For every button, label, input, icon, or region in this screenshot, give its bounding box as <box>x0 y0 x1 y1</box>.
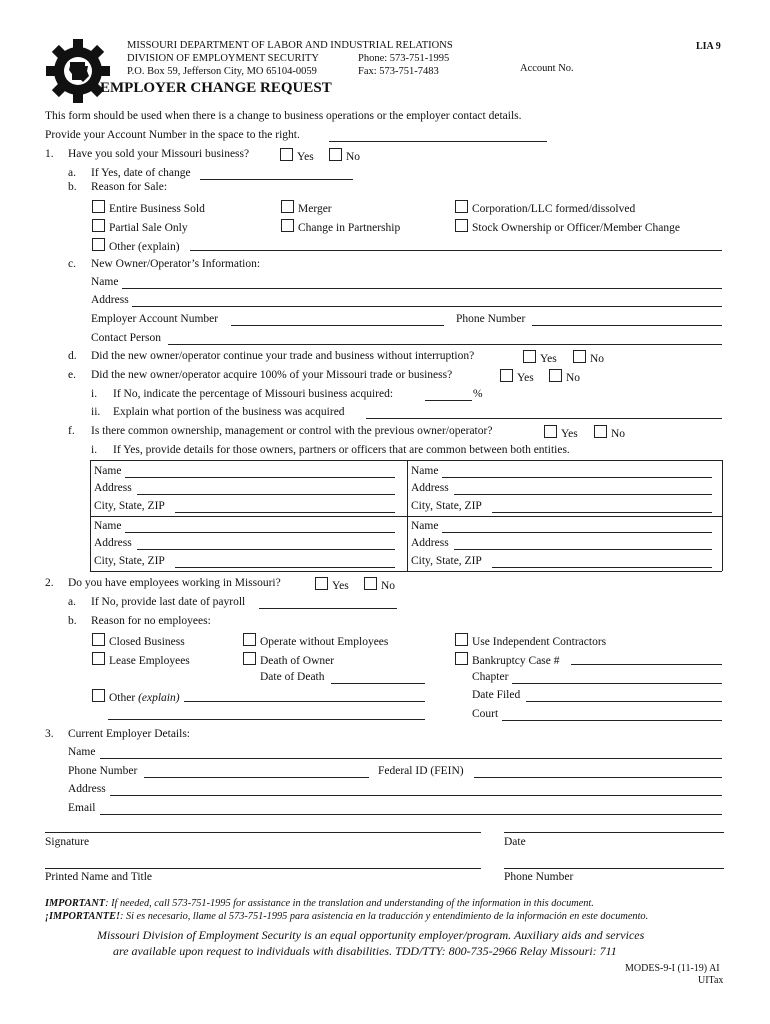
printed-name-label: Printed Name and Title <box>45 871 153 883</box>
q1-question: Have you sold your Missouri business? <box>68 148 250 160</box>
signature-label: Signature <box>45 836 90 848</box>
q2-number: 2. <box>45 577 54 589</box>
checkbox[interactable] <box>281 200 294 213</box>
q1e-yes-option[interactable]: Yes <box>500 369 534 384</box>
q1a-label: If Yes, date of change <box>91 167 191 179</box>
current-email-label: Email <box>68 802 96 814</box>
q2-yes-option[interactable]: Yes <box>315 577 349 592</box>
q1d-yes-option[interactable]: Yes <box>523 350 557 365</box>
q1e-no-option[interactable]: No <box>549 369 580 384</box>
employer-account-label: Employer Account Number <box>91 313 219 325</box>
date-of-change-input[interactable] <box>200 179 353 180</box>
new-owner-address-label: Address <box>91 294 129 306</box>
owner2-city-label: City, State, ZIP <box>411 500 482 512</box>
form-dept-code: UITax <box>698 975 724 986</box>
checkbox[interactable] <box>243 633 256 646</box>
new-owner-phone-input[interactable] <box>532 325 722 326</box>
q2-no-option[interactable]: No <box>364 577 395 592</box>
current-phone-label: Phone Number <box>68 765 138 777</box>
q1c-number: c. <box>68 258 76 270</box>
opt-independent-contractors[interactable]: Use Independent Contractors <box>455 633 606 648</box>
owner1-city-label: City, State, ZIP <box>94 500 165 512</box>
owner4-name-label: Name <box>411 520 439 532</box>
owner1-name-input[interactable] <box>125 477 395 478</box>
new-owner-phone-label: Phone Number <box>456 313 526 325</box>
q3-label: Current Employer Details: <box>68 728 190 740</box>
owner4-city-label: City, State, ZIP <box>411 555 482 567</box>
checkbox[interactable] <box>92 633 105 646</box>
q1d-number: d. <box>68 350 77 362</box>
owner1-address-label: Address <box>94 482 132 494</box>
q1c-label: New Owner/Operator’s Information: <box>91 258 261 270</box>
owner2-name-label: Name <box>411 465 439 477</box>
page-title: EMPLOYER CHANGE REQUEST <box>100 80 332 96</box>
agency-name: MISSOURI DEPARTMENT OF LABOR AND INDUSTRIAL RELATIONS <box>127 40 453 51</box>
owner4-address-label: Address <box>411 537 449 549</box>
opt-change-partnership[interactable]: Change in Partnership <box>281 219 400 234</box>
owner1-name-label: Name <box>94 465 122 477</box>
chapter-label: Chapter <box>472 671 509 683</box>
checkbox[interactable] <box>92 238 105 251</box>
checkbox[interactable] <box>594 425 607 438</box>
q2b-label: Reason for no employees: <box>91 615 211 627</box>
checkbox[interactable] <box>523 350 536 363</box>
q1b-label: Reason for Sale: <box>91 181 168 193</box>
q2-question: Do you have employees working in Missouri? <box>68 577 281 589</box>
fein-input[interactable] <box>474 777 722 778</box>
q1f-yes-option[interactable]: Yes <box>544 425 578 440</box>
percent-sign: % <box>473 388 483 400</box>
current-phone-input[interactable] <box>144 777 369 778</box>
owner3-city-input[interactable] <box>175 567 395 568</box>
date-label: Date <box>504 836 526 848</box>
owner3-city-label: City, State, ZIP <box>94 555 165 567</box>
q1-number: 1. <box>45 148 54 160</box>
owner4-name-input[interactable] <box>442 532 712 533</box>
checkbox[interactable] <box>315 577 328 590</box>
owner4-city-input[interactable] <box>492 567 712 568</box>
checkbox[interactable] <box>280 148 293 161</box>
owner2-address-label: Address <box>411 482 449 494</box>
signer-phone-input[interactable] <box>504 868 724 869</box>
importante-notice: ¡IMPORTANTE!: Si es necesario, llame al 573-751-1995 para asistencia en la traducción y entendimiento de la información en este documento. <box>45 911 649 922</box>
owner1-address-input[interactable] <box>137 494 395 495</box>
q1a-number: a. <box>68 167 76 179</box>
q1b-number: b. <box>68 181 77 193</box>
date-input[interactable] <box>504 832 724 833</box>
checkbox[interactable] <box>329 148 342 161</box>
other-no-employees-input[interactable] <box>184 701 425 702</box>
account-number-field[interactable] <box>590 74 710 86</box>
chapter-input[interactable] <box>512 683 722 684</box>
owner1-city-input[interactable] <box>175 512 395 513</box>
last-payroll-input[interactable] <box>259 608 397 609</box>
q1f-no-option[interactable]: No <box>594 425 625 440</box>
checkbox[interactable] <box>455 633 468 646</box>
opt-merger[interactable]: Merger <box>281 200 332 215</box>
checkbox[interactable] <box>92 200 105 213</box>
q1f-question: Is there common ownership, management or control with the previous owner/operator? <box>91 425 493 437</box>
current-name-input[interactable] <box>100 758 722 759</box>
date-filed-label: Date Filed <box>472 689 521 701</box>
agency-phone: Phone: 573-751-1995 <box>358 53 450 64</box>
new-owner-address-input[interactable] <box>132 306 722 307</box>
opt-death-of-owner[interactable]: Death of Owner <box>243 652 334 667</box>
account-number-input[interactable] <box>329 141 547 142</box>
owner2-city-input[interactable] <box>492 512 712 513</box>
opt-closed-business[interactable]: Closed Business <box>92 633 185 648</box>
checkbox[interactable] <box>243 652 256 665</box>
date-of-death-input[interactable] <box>331 683 425 684</box>
q1ei-number: i. <box>91 388 98 400</box>
intro-line-2: Provide your Account Number in the space to the right. <box>45 129 300 141</box>
contact-person-input[interactable] <box>168 344 722 345</box>
checkbox[interactable] <box>455 219 468 232</box>
opt-corp-llc[interactable]: Corporation/LLC formed/dissolved <box>455 200 635 215</box>
signature-input[interactable] <box>45 832 481 833</box>
checkbox[interactable] <box>573 350 586 363</box>
bankruptcy-case-input[interactable] <box>571 664 722 665</box>
opt-other-no-employees[interactable]: Other (explain) <box>92 689 180 704</box>
opt-bankruptcy[interactable]: Bankruptcy Case # <box>455 652 560 667</box>
checkbox[interactable] <box>92 219 105 232</box>
date-filed-input[interactable] <box>526 701 722 702</box>
agency-address: P.O. Box 59, Jefferson City, MO 65104-0059 <box>127 66 317 77</box>
owner3-address-input[interactable] <box>137 549 395 550</box>
owner3-name-input[interactable] <box>125 532 395 533</box>
checkbox[interactable] <box>549 369 562 382</box>
q1eii-label: Explain what portion of the business was acquired <box>113 406 345 418</box>
current-name-label: Name <box>68 746 96 758</box>
fein-label: Federal ID (FEIN) <box>378 765 464 777</box>
current-address-input[interactable] <box>110 795 722 796</box>
q1eii-number: ii. <box>91 406 101 418</box>
checkbox[interactable] <box>500 369 513 382</box>
division-name: DIVISION OF EMPLOYMENT SECURITY <box>127 53 320 64</box>
opt-other-explain[interactable]: Other (explain) <box>92 238 180 253</box>
opt-lease-employees[interactable]: Lease Employees <box>92 652 190 667</box>
court-label: Court <box>472 708 499 720</box>
opt-entire-business-sold[interactable]: Entire Business Sold <box>92 200 205 215</box>
checkbox[interactable] <box>544 425 557 438</box>
intro-line-1: This form should be used when there is a change to business operations or the employer contact details. <box>45 110 522 122</box>
portion-acquired-input[interactable] <box>366 418 722 419</box>
equal-opportunity-line-2: are available upon request to individuals with disabilities. TDD/TTY: 800-735-2966 Relay Missouri: 711 <box>113 944 617 958</box>
opt-operate-without-employees[interactable]: Operate without Employees <box>243 633 388 648</box>
checkbox[interactable] <box>455 200 468 213</box>
date-of-death-label: Date of Death <box>260 671 325 683</box>
q1-no-option[interactable]: No <box>329 148 360 163</box>
signer-phone-label: Phone Number <box>504 871 574 883</box>
current-address-label: Address <box>68 783 106 795</box>
new-owner-name-label: Name <box>91 276 119 288</box>
owner2-address-input[interactable] <box>454 494 712 495</box>
q1e-number: e. <box>68 369 76 381</box>
opt-partial-sale[interactable]: Partial Sale Only <box>92 219 188 234</box>
q3-number: 3. <box>45 728 54 740</box>
owner3-name-label: Name <box>94 520 122 532</box>
contact-person-label: Contact Person <box>91 332 161 344</box>
checkbox[interactable] <box>281 219 294 232</box>
q2a-number: a. <box>68 596 76 608</box>
owner3-address-label: Address <box>94 537 132 549</box>
current-email-input[interactable] <box>100 814 722 815</box>
opt-stock-ownership[interactable]: Stock Ownership or Officer/Member Change <box>455 219 680 234</box>
owner2-name-input[interactable] <box>442 477 712 478</box>
checkbox[interactable] <box>364 577 377 590</box>
checkbox[interactable] <box>455 652 468 665</box>
other-explain-input[interactable] <box>190 250 722 251</box>
form-id: LIA 9 <box>696 41 721 52</box>
owner4-address-input[interactable] <box>454 549 712 550</box>
q2a-label: If No, provide last date of payroll <box>91 596 246 608</box>
percentage-input[interactable] <box>425 400 472 401</box>
q1d-no-option[interactable]: No <box>573 350 604 365</box>
account-number-label: Account No. <box>520 63 574 74</box>
court-input[interactable] <box>502 720 722 721</box>
important-notice: IMPORTANT: If needed, call 573-751-1995 for assistance in the translation and understanding of the information in this document. <box>45 898 594 909</box>
employer-account-input[interactable] <box>231 325 444 326</box>
checkbox[interactable] <box>92 689 105 702</box>
q1ei-label: If No, indicate the percentage of Missouri business acquired: <box>113 388 394 400</box>
q1e-question: Did the new owner/operator acquire 100% of your Missouri trade or business? <box>91 369 453 381</box>
q1-yes-option[interactable]: Yes <box>280 148 314 163</box>
printed-name-input[interactable] <box>45 868 481 869</box>
form-code: MODES-9-I (11-19) AI <box>625 963 720 974</box>
equal-opportunity-line-1: Missouri Division of Employment Security is an equal opportunity employer/program. Auxiliary aids and services <box>97 928 645 942</box>
new-owner-name-input[interactable] <box>122 288 722 289</box>
q1fi-label: If Yes, provide details for those owners, partners or officers that are common between both entities. <box>113 444 570 456</box>
q1fi-number: i. <box>91 444 98 456</box>
other-no-employees-input-2[interactable] <box>108 719 425 720</box>
checkbox[interactable] <box>92 652 105 665</box>
agency-fax: Fax: 573-751-7483 <box>358 66 439 77</box>
q1f-number: f. <box>68 425 75 437</box>
q2b-number: b. <box>68 615 77 627</box>
q1d-question: Did the new owner/operator continue your trade and business without interruption? <box>91 350 475 362</box>
